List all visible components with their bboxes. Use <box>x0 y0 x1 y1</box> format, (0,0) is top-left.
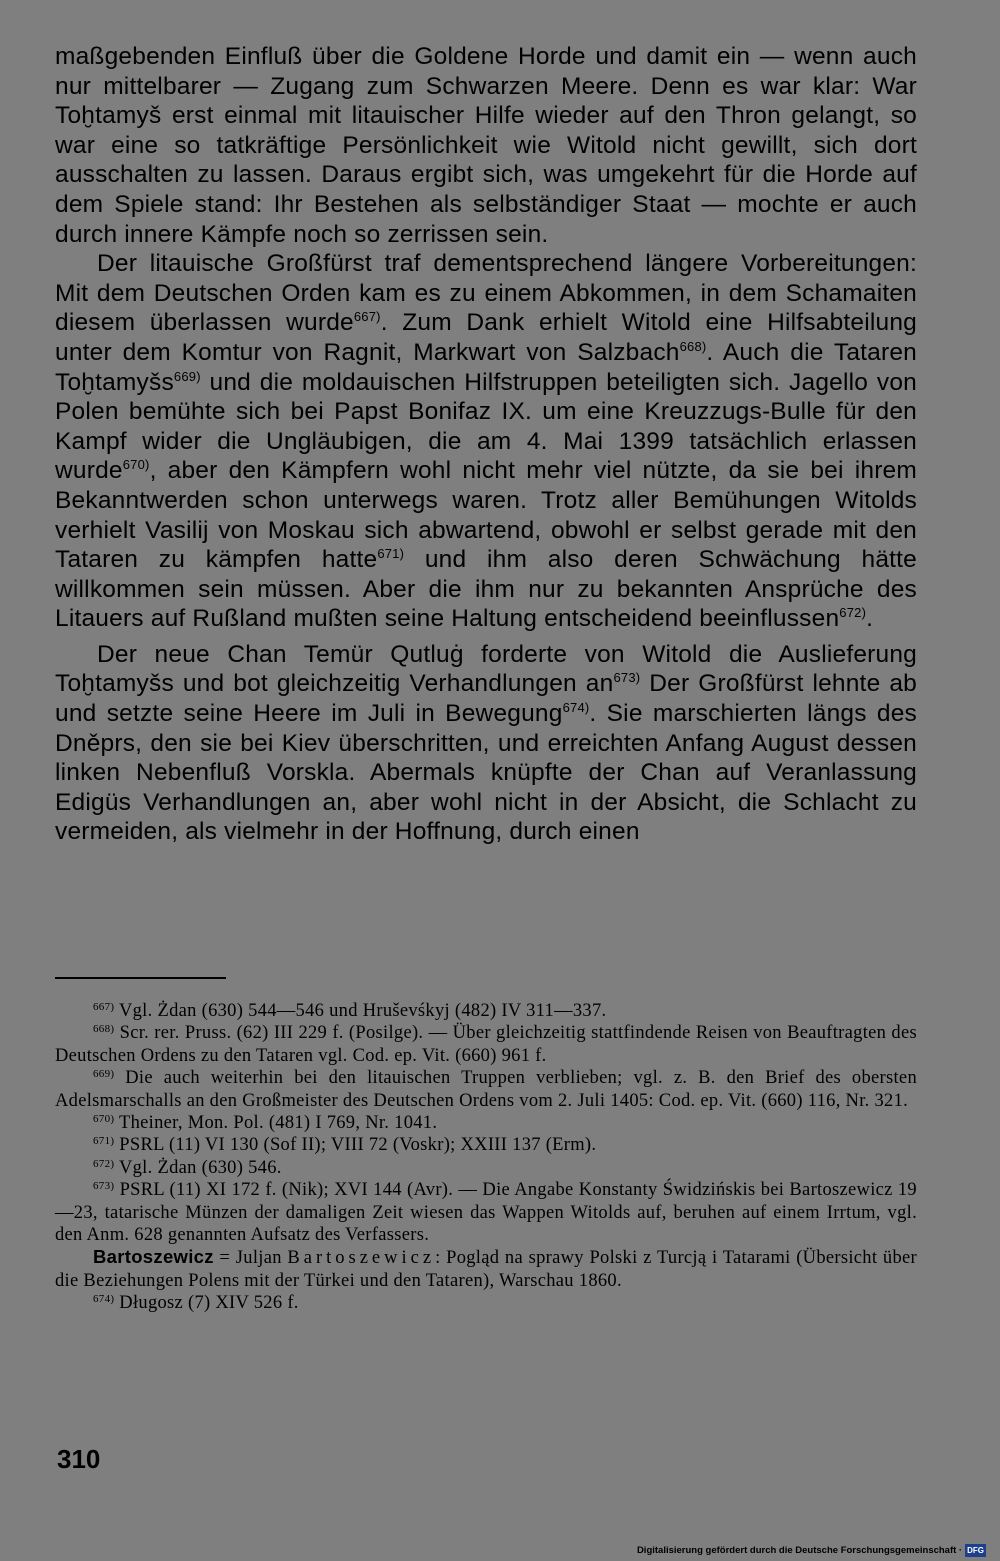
footnote-text: Theiner, Mon. Pol. (481) I 769, Nr. 1041. <box>114 1113 438 1134</box>
footnote <box>55 1292 917 1314</box>
text-run: . Sie marschierten längs des Dněprs, den sie bei Kiev überschritten, und erreichten Anfang August dessen linken Nebenfluß Vorskla. Abermals knüpfte der Chan auf Veranlassung Edigüs Verhandlungen an, aber wohl nicht in der Absicht, die Schlacht zu vermeiden, als vielmehr in der Hoffnung, durch einen <box>55 700 917 846</box>
footnote-ref: 670) <box>122 457 150 473</box>
footnote-text: Die auch weiterhin bei den litauischen Truppen verblieben; vgl. z. B. den Brief des obersten Adelsmarschalls an den Großmeister des Deutschen Ordens vom 2. Juli 1405: Cod. ep. Vit. (660) 116, Nr. 321. <box>55 1068 917 1111</box>
text-run: . Auch die Tataren Toḫtamyšs <box>55 338 917 396</box>
footnote-number: 667) <box>93 1001 115 1013</box>
footnote-ref: 673) <box>613 670 641 686</box>
footnote-number: 669) <box>93 1068 115 1081</box>
credit-text: Digitalisierung gefördert durch die Deutsche Forschungsgemeinschaft · <box>636 1544 963 1556</box>
bibliography-eq: = Juljan <box>213 1248 288 1269</box>
paragraph <box>55 640 917 847</box>
text-run: und die moldauischen Hilfstruppen beteiligten sich. Jagello von Polen bemühte sich bei Papst Bonifaz IX. um eine Kreuzzugs-Bulle für den Kampf wider die Ungläubigen, die am 4. Mai 1399 tatsächlich erlassen wurde <box>55 368 917 485</box>
footnote <box>55 1157 917 1179</box>
footnote-number: 670) <box>93 1113 115 1126</box>
footnote-text: PSRL (11) VI 130 (Sof II); VIII 72 (Voskr); XXIII 137 (Erm). <box>114 1135 597 1156</box>
footnote-text: Vgl. Żdan (630) 544—546 und Hruševśkyj (482) IV 311—337. <box>114 1001 607 1021</box>
text-run: . Zum Dank erhielt Witold eine Hilfsabteilung unter dem Komtur von Ragnit, Markwart von Salzbach <box>55 309 918 366</box>
footnote-ref: 667) <box>353 309 381 325</box>
text-run: und ihm also deren Schwächung hätte willkommen sein müssen. Aber die ihm nur zu bekannten Ansprüche des Litauers auf Rußland mußten seine Haltung entscheidend beeinflussen <box>55 546 917 633</box>
digitization-credit <box>637 1543 986 1557</box>
footnote <box>55 1022 917 1067</box>
footnote-number: 673) <box>93 1180 115 1193</box>
footnote-ref: 672) <box>839 605 867 621</box>
footnote-text: Vgl. Żdan (630) 546. <box>114 1157 282 1178</box>
footnote-number: 671) <box>93 1135 115 1148</box>
text-run: , aber den Kämpfern wohl nicht mehr viel nützte, da sie bei ihrem Bekanntwerden schon unterwegs waren. Trotz aller Bemühungen Witolds verhielt Vasilij von Moskau sich abwartend, obwohl er selbst gerade mit den Tataren zu kämpfen hatte <box>55 457 917 574</box>
text-run: . <box>866 605 874 633</box>
bibliography-author: Bartoszewicz <box>287 1248 436 1269</box>
text-run: maßgebenden Einfluß über die Goldene Horde und damit ein — wenn auch nur mittelbarer — Zugang zum Schwarzen Meere. Denn es war klar: War Toḫtamyš erst einmal mit litauischer Hilfe wieder auf den Thron gelangt, so war eine so tatkräftige Persönlichkeit wie Witold nicht gewillt, sich dort ausschalten zu lassen. Daraus ergibt sich, was umgekehrt für die Horde auf dem Spiele stand: Ihr Bestehen als selbständiger Staat — mochte er auch durch innere Kämpfe noch so zerrissen sein. <box>55 43 917 248</box>
text-run: Der neue Chan Temür Qutluġ forderte von Witold die Auslieferung Toḫtamyšs und bot gleichzeitig Verhandlungen an <box>55 640 917 698</box>
text-run: Der litauische Großfürst traf dementsprechend längere Vorbereitungen: Mit dem Deutschen Orden kam es zu einem Abkommen, in dem Schamaiten diesem überlassen wurde <box>55 250 917 337</box>
footnote-ref: 674) <box>562 700 590 716</box>
footnote-number: 668) <box>93 1023 115 1036</box>
bibliography-key: Bartoszewicz <box>93 1246 214 1268</box>
footnote-text: Scr. rer. Pruss. (62) III 229 f. (Posilge). — Über gleichzeitig stattfindende Reisen von Beauftragten des Deutschen Ordens zu den Tataren vgl. Cod. ep. Vit. (660) 961 f. <box>55 1023 917 1066</box>
footnote-number: 672) <box>93 1157 115 1170</box>
paragraph <box>55 249 917 634</box>
page-number: 310 <box>57 1444 101 1474</box>
footnote-number: 674) <box>93 1293 115 1306</box>
footnote <box>55 1000 917 1022</box>
footnote-ref: 671) <box>377 546 405 562</box>
text-run: Der Großfürst lehnte ab und setzte seine Heere im Juli in Bewegung <box>55 670 917 728</box>
footnote-text: Długosz (7) XIV 526 f. <box>114 1293 299 1314</box>
footnotes <box>55 1000 917 1315</box>
bibliography-entry <box>55 1246 917 1292</box>
main-text <box>55 42 917 847</box>
dfg-logo: DFG <box>967 1545 984 1555</box>
paragraph <box>55 42 917 249</box>
bibliography-text: : Pogląd na sprawy Polski z Turcją i Tatarami (Übersicht über die Beziehungen Polens mit der Türkei und den Tataren), Warschau 1860. <box>55 1248 917 1291</box>
footnote-ref: 668) <box>679 338 707 354</box>
footnote <box>55 1112 917 1134</box>
footnote <box>55 1179 917 1246</box>
footnote-text: PSRL (11) XI 172 f. (Nik); XVI 144 (Avr). — Die Angabe Konstanty Świdzińskis bei Bartoszewicz 19—23, tatarische Münzen der damaligen Zeit wiesen das Wappen Witolds auf, beruhen auf einem Irrtum, vgl. den Anm. 628 genannten Aufsatz des Verfassers. <box>55 1180 917 1246</box>
footnote <box>55 1067 917 1112</box>
footnote <box>55 1134 917 1156</box>
footnote-separator <box>55 977 226 979</box>
footnote-ref: 669) <box>173 368 201 384</box>
